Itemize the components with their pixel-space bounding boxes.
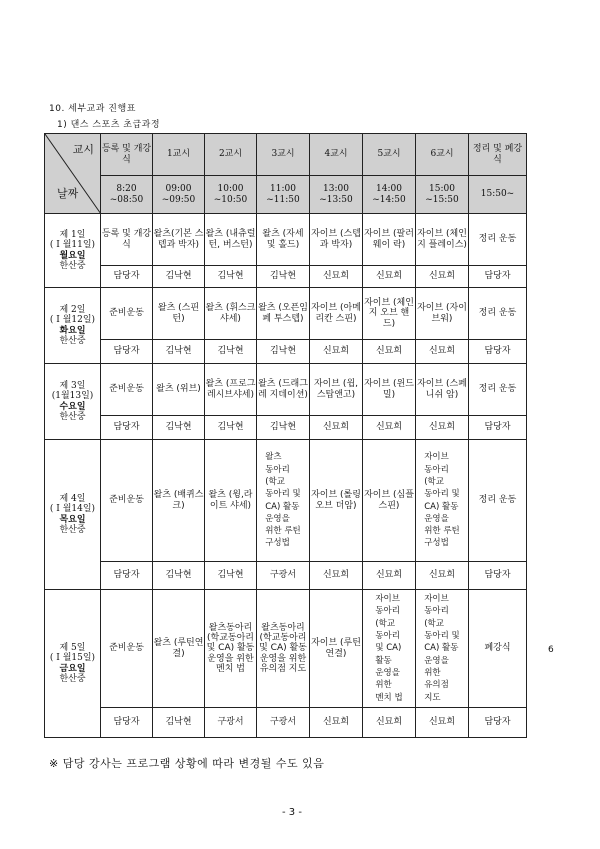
session-cell: [257, 440, 310, 562]
session-cell: [416, 440, 469, 562]
session-cell: [469, 288, 527, 340]
session-cell: [310, 288, 363, 340]
day-number: 제 1일: [59, 229, 86, 240]
session-cell: [101, 364, 153, 416]
session-cell: [469, 364, 527, 416]
staff-cell: 김낙현: [257, 416, 310, 440]
time-header: 10:00 ~10:50: [205, 176, 257, 214]
day-place: 한산중: [59, 411, 86, 422]
session-cell: [153, 288, 205, 340]
session-text: 왈츠동아리 (학교동아리 및 CA) 활동 운영을 위한 멘치 법: [206, 622, 255, 675]
period-header: 5교시: [363, 134, 416, 176]
time-header: 8:20 ~08:50: [101, 176, 153, 214]
period-header: 4교시: [310, 134, 363, 176]
session-cell: [257, 288, 310, 340]
session-text: 정리 운동: [478, 308, 517, 319]
period-header: 2교시: [205, 134, 257, 176]
staff-cell: 신묘희: [310, 416, 363, 440]
session-cell: [363, 364, 416, 416]
session-text: 자이브 동아리 (학교 동아리 및 CA) 활동 운영을 위한 루틴 구성법: [424, 452, 460, 549]
footnote: ※ 담당 강사는 프로그램 상황에 따라 변경될 수도 있음: [49, 757, 325, 770]
day-number: 제 4일: [59, 493, 86, 504]
session-cell: [310, 440, 363, 562]
session-cell: [363, 288, 416, 340]
staff-cell: 김낙현: [153, 562, 205, 590]
staff-cell: 담당자: [469, 562, 527, 590]
session-text: 왈츠(기본 스텝과 박자): [153, 229, 204, 250]
session-cell: [153, 590, 205, 708]
staff-cell: 신묘희: [416, 266, 469, 288]
session-text: 준비운동: [109, 384, 144, 395]
session-text: 자이브 (아메리칸 스핀): [311, 303, 361, 324]
page-number: - 3 -: [282, 807, 302, 818]
session-text: 왈츠 (드래그레 지데이션): [258, 379, 308, 400]
session-text: 왈츠 (내츄럴턴, 버스턴): [205, 229, 256, 250]
session-cell: [101, 288, 153, 340]
staff-cell: 신묘희: [363, 340, 416, 364]
session-cell: [205, 364, 257, 416]
staff-cell: 신묘희: [363, 266, 416, 288]
session-cell: [101, 590, 153, 708]
staff-cell: 김낙현: [153, 340, 205, 364]
session-text: 왈츠 (프로그레시브샤세): [205, 379, 256, 400]
day-date: ( I 월11일): [49, 240, 96, 251]
staff-cell: 구광서: [257, 708, 310, 738]
staff-cell: 김낙현: [257, 266, 310, 288]
staff-cell: 구광서: [205, 708, 257, 738]
staff-cell: 신묘희: [416, 416, 469, 440]
staff-row: [45, 340, 527, 364]
session-cell: [363, 214, 416, 266]
corner-header: [45, 134, 101, 214]
staff-cell: 김낙현: [153, 266, 205, 288]
time-header: 13:00 ~13:50: [310, 176, 363, 214]
session-text: 정리 운동: [478, 384, 517, 395]
period-header: 등록 및 개강식: [101, 134, 153, 176]
session-cell: [257, 214, 310, 266]
header-row-times: [45, 176, 527, 214]
session-text: 왈츠 (윙,라이트 샤세): [208, 490, 253, 511]
staff-row: [45, 416, 527, 440]
session-text: 자이브 (체인지 오브 핸드): [364, 297, 414, 329]
day-date: ( I 월14일): [49, 504, 96, 515]
time-header: 14:00 ~14:50: [363, 176, 416, 214]
session-text: 자이브 (스페니쉬 암): [417, 379, 467, 400]
day-row: [45, 288, 527, 340]
staff-cell: 신묘희: [363, 708, 416, 738]
day-place: 한산중: [59, 335, 86, 346]
day-label-cell: [45, 364, 101, 440]
day-place: 한산중: [59, 524, 86, 535]
staff-cell: 담당자: [101, 416, 153, 440]
day-label-cell: [45, 214, 101, 288]
period-header: 6교시: [416, 134, 469, 176]
session-text: 정리 운동: [478, 234, 517, 245]
session-cell: [153, 214, 205, 266]
session-text: 자이브 (윕,스탑앤고): [313, 379, 358, 400]
day-date: ( I 월12일): [49, 315, 96, 326]
day-date: (1월13일): [51, 391, 94, 402]
day-weekday: 화요일: [59, 325, 86, 336]
session-text: 자이브 동아리 (학교 동아리 및 CA) 활동 운영을 위한 유의점 지도: [424, 594, 460, 703]
session-cell: [469, 440, 527, 562]
corner-top-label: 교시: [72, 143, 94, 156]
staff-row: [45, 562, 527, 590]
session-cell: [363, 590, 416, 708]
session-cell: [416, 214, 469, 266]
staff-cell: 담당자: [469, 340, 527, 364]
time-header: 11:00 ~11:50: [257, 176, 310, 214]
staff-cell: 담당자: [101, 562, 153, 590]
session-cell: [101, 440, 153, 562]
day-row: [45, 590, 527, 708]
session-text: 준비운동: [109, 308, 144, 319]
session-cell: [416, 288, 469, 340]
session-text: 왈츠 (루틴연결): [153, 638, 204, 659]
session-cell: [257, 590, 310, 708]
time-header: 09:00 ~09:50: [153, 176, 205, 214]
session-text: 자이브 (체인지 플레이스): [417, 229, 467, 250]
session-text: 왈츠 (휘스크 샤세): [205, 303, 256, 324]
session-cell: [257, 364, 310, 416]
staff-cell: 김낙현: [257, 340, 310, 364]
period-header: 정리 및 폐강식: [469, 134, 527, 176]
side-mark: 6: [548, 645, 554, 655]
session-cell: [310, 364, 363, 416]
day-number: 제 5일: [59, 642, 86, 653]
staff-cell: 신묘희: [363, 562, 416, 590]
session-cell: [310, 214, 363, 266]
day-weekday: 수요일: [59, 401, 86, 412]
day-label-cell: [45, 288, 101, 364]
session-cell: [205, 214, 257, 266]
staff-cell: 구광서: [257, 562, 310, 590]
session-text: 준비운동: [109, 643, 144, 654]
period-header: 3교시: [257, 134, 310, 176]
session-text: 왈츠 (위브): [156, 384, 201, 395]
session-text: 왈츠 (스핀 턴): [157, 303, 200, 324]
day-weekday: 목요일: [59, 514, 86, 525]
session-cell: [205, 288, 257, 340]
time-header: 15:00 ~15:50: [416, 176, 469, 214]
staff-row: [45, 266, 527, 288]
session-text: 등록 및 개강식: [101, 229, 152, 250]
header-row-periods: [45, 134, 527, 176]
session-cell: [363, 440, 416, 562]
staff-cell: 담당자: [101, 708, 153, 738]
staff-cell: 신묘희: [310, 340, 363, 364]
staff-cell: 신묘희: [310, 708, 363, 738]
day-number: 제 3일: [59, 380, 86, 391]
staff-cell: 김낙현: [153, 416, 205, 440]
staff-cell: 김낙현: [205, 416, 257, 440]
session-cell: [416, 364, 469, 416]
session-text: 준비운동: [109, 495, 144, 506]
day-weekday: 월요일: [59, 250, 86, 261]
staff-cell: 김낙현: [205, 340, 257, 364]
section-title: 10. 세부교과 진행표: [49, 104, 136, 114]
day-place: 한산중: [59, 673, 86, 684]
period-header: 1교시: [153, 134, 205, 176]
day-weekday: 금요일: [59, 663, 86, 674]
session-cell: [205, 440, 257, 562]
session-text: 왈츠동아리 (학교동아리 및 CA) 활동 운영을 위한 유의점 지도: [259, 622, 307, 675]
corner-bottom-label: 날짜: [57, 187, 79, 201]
staff-cell: 신묘희: [363, 416, 416, 440]
session-cell: [469, 214, 527, 266]
session-text: 자이브 (팔러웨이 락): [364, 229, 414, 250]
session-text: 왈츠 (배퀴스크): [153, 490, 204, 511]
staff-cell: 담당자: [469, 266, 527, 288]
session-cell: [101, 214, 153, 266]
session-text: 폐강식: [484, 643, 511, 654]
session-text: 자이브 (자이브워): [417, 303, 467, 324]
session-text: 자이브 (롤링오브 더암): [311, 490, 361, 511]
staff-cell: 담당자: [101, 340, 153, 364]
staff-cell: 신묘희: [310, 562, 363, 590]
staff-cell: 담당자: [101, 266, 153, 288]
staff-row: [45, 708, 527, 738]
session-text: 자이브 (심플스핀): [364, 490, 414, 511]
schedule-table: [44, 133, 527, 738]
day-date: ( I 월15일): [49, 653, 96, 664]
staff-cell: 김낙현: [205, 562, 257, 590]
subsection-title: 1) 댄스 스포츠 초급과정: [57, 120, 161, 130]
session-text: 왈츠 (오픈임페 투스텝): [258, 303, 308, 324]
session-cell: [469, 590, 527, 708]
day-label-cell: [45, 590, 101, 738]
day-number: 제 2일: [59, 304, 86, 315]
session-text: 자이브 동아리 (학교 동아리 및 CA) 활동 운영을 위한 멘치 법: [375, 594, 403, 703]
staff-cell: 신묘희: [416, 562, 469, 590]
session-text: 왈츠 동아리 (학교 동아리 및 CA) 활동 운영을 위한 루틴 구성법: [265, 452, 301, 549]
staff-cell: 담당자: [469, 708, 527, 738]
session-text: 자이브 (루틴연결): [311, 638, 361, 659]
session-text: 자이브 (윈드밀): [364, 379, 414, 400]
session-cell: [153, 364, 205, 416]
staff-cell: 신묘희: [416, 340, 469, 364]
staff-cell: 김낙현: [153, 708, 205, 738]
staff-cell: 김낙현: [205, 266, 257, 288]
session-cell: [416, 590, 469, 708]
day-row: [45, 364, 527, 416]
day-place: 한산중: [59, 260, 86, 271]
session-cell: [153, 440, 205, 562]
day-row: [45, 214, 527, 266]
session-cell: [310, 590, 363, 708]
schedule-body: [45, 134, 527, 738]
session-text: 왈츠 (자세 및 홀드): [262, 229, 304, 250]
day-label-cell: [45, 440, 101, 590]
staff-cell: 담당자: [469, 416, 527, 440]
time-header: 15:50~: [469, 176, 527, 214]
session-cell: [205, 590, 257, 708]
staff-cell: 신묘희: [416, 708, 469, 738]
staff-cell: 신묘희: [310, 266, 363, 288]
day-row: [45, 440, 527, 562]
session-text: 자이브 (스텝과 박자): [311, 229, 361, 250]
session-text: 정리 운동: [478, 495, 517, 506]
